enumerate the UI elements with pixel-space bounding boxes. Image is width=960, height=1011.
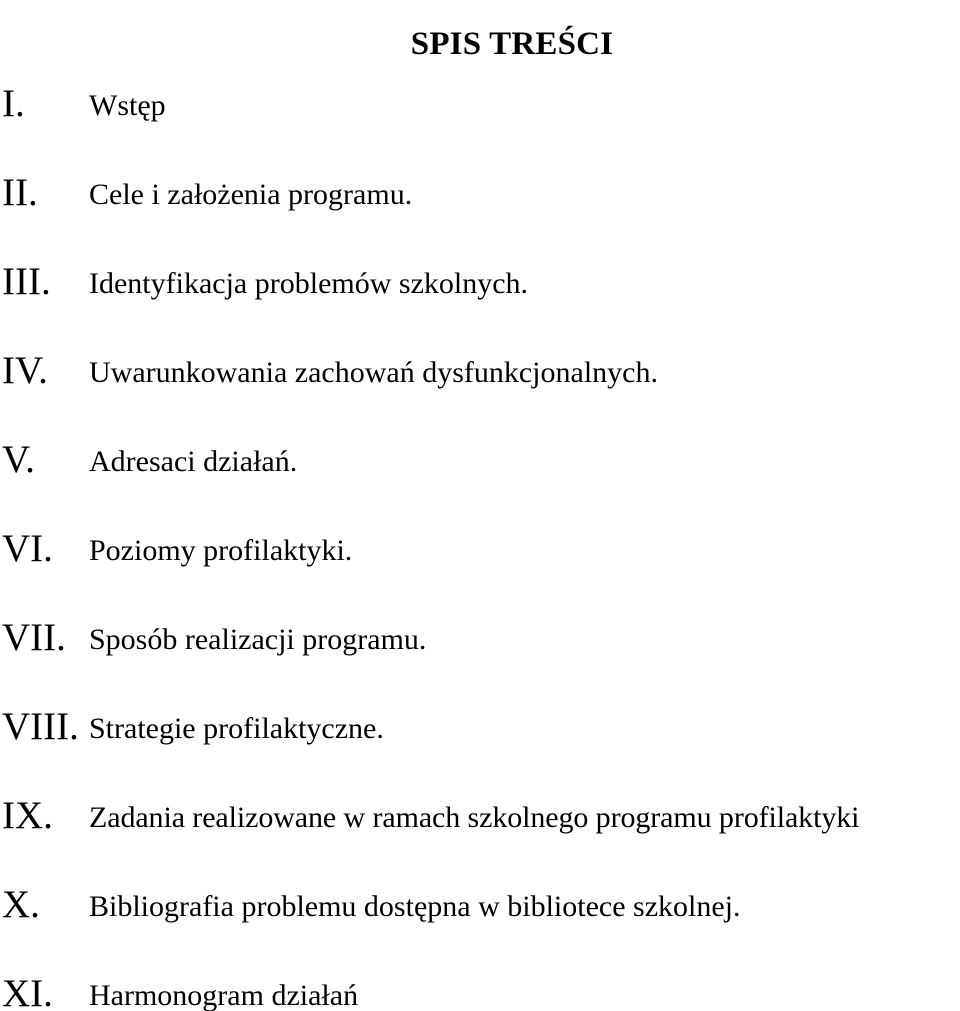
toc-entry [0,258,960,347]
toc-entry-number: II. [2,171,38,214]
toc-entry-number: X. [2,883,40,926]
toc-entry-title: Zadania realizowane w ramach szkolnego programu profilaktyki [89,801,860,834]
toc-entry-title: Harmonogram działań [89,979,359,1011]
page-title: SPIS TREŚCI [410,26,614,63]
toc-entry-title: Poziomy profilaktyki. [89,534,353,567]
toc-entry-title: Identyfikacja problemów szkolnych. [89,267,529,300]
toc-entry-number: XI. [2,972,53,1011]
toc-entry-number: V. [2,438,35,481]
toc-entry-number: I. [2,82,25,125]
toc-entry-number: VIII. [2,705,79,748]
toc-entry [0,881,960,970]
toc-entry-title: Cele i założenia programu. [89,178,413,211]
toc-entry-number: IX. [2,794,53,837]
toc-entry-number: IV. [2,349,48,392]
toc-entry-title: Strategie profilaktyczne. [89,712,384,745]
toc-entry [0,614,960,703]
toc-entry-title: Uwarunkowania zachowań dysfunkcjonalnych. [89,356,658,389]
toc-entry-title: Bibliografia problemu dostępna w bibliotece szkolnej. [89,890,741,923]
toc-entry [0,436,960,525]
toc-entry-number: VII. [2,616,66,659]
toc-entry [0,792,960,881]
toc-entry-number: III. [2,260,51,303]
toc-entry-title: Wstęp [89,89,166,122]
toc-entry-title: Adresaci działań. [89,445,298,478]
toc-entry [0,169,960,258]
toc-entry [0,80,960,169]
toc-entry [0,703,960,792]
toc-entry [0,970,960,1011]
toc-entry [0,347,960,436]
toc-entry-title: Sposób realizacji programu. [89,623,427,656]
toc-entry [0,525,960,614]
toc-entry-number: VI. [2,527,53,570]
table-of-contents [0,80,960,1011]
